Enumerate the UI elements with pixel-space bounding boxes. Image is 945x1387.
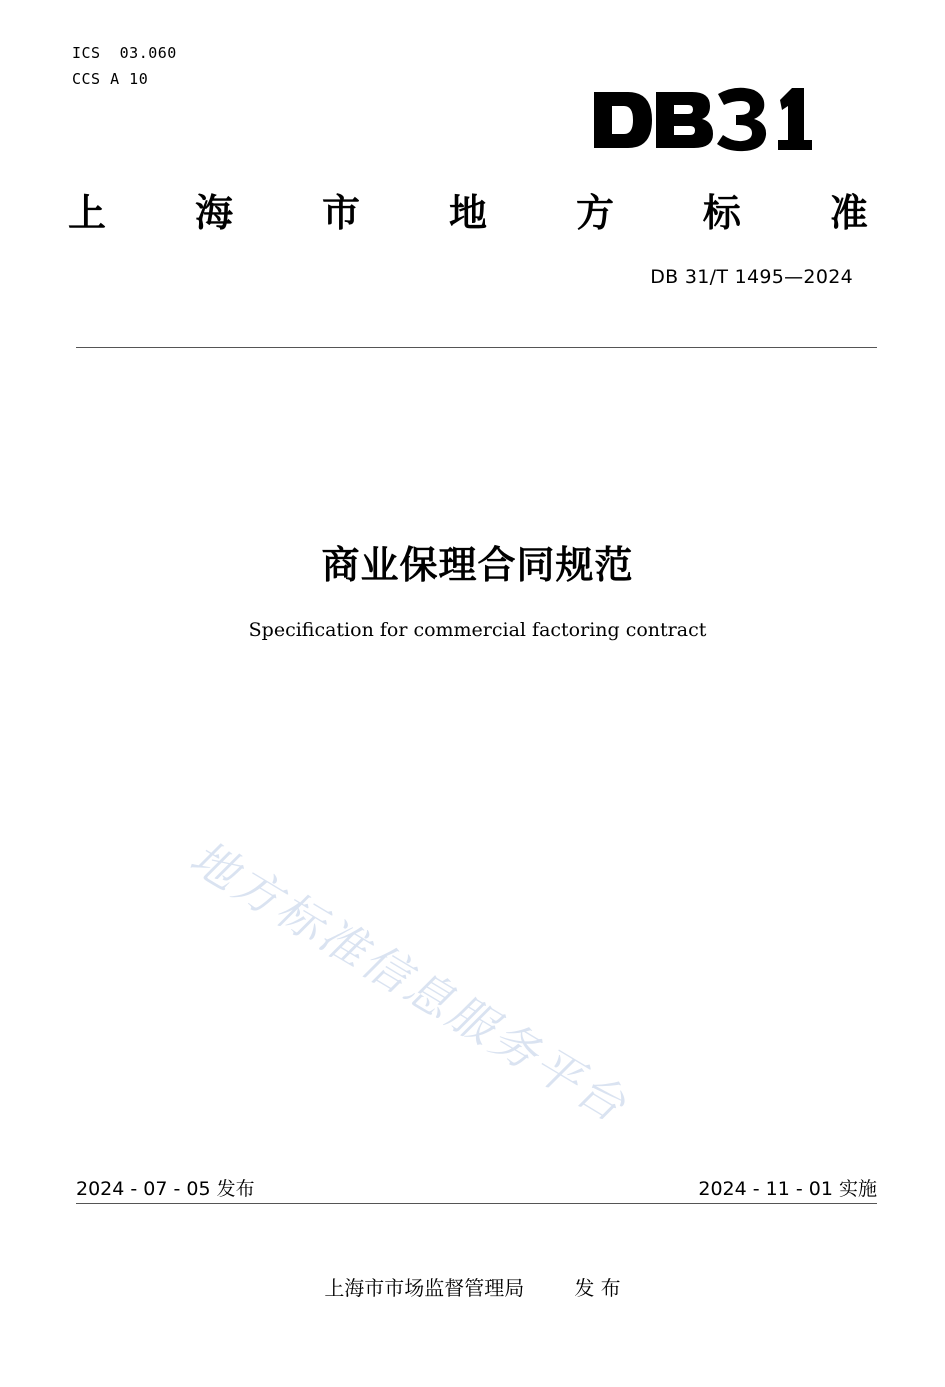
issue-action: 发 布 bbox=[574, 1276, 621, 1300]
standard-type-char: 海 bbox=[194, 191, 233, 235]
ics-code: ICS 03.060 bbox=[72, 44, 177, 62]
db31-logo bbox=[590, 78, 812, 158]
publish-date: 2024 - 07 - 05 发布 bbox=[76, 1178, 255, 1200]
standard-number: DB 31/T 1495—2024 bbox=[650, 266, 853, 288]
implement-date: 2024 - 11 - 01 实施 bbox=[698, 1178, 877, 1200]
bottom-divider bbox=[76, 1203, 877, 1204]
standard-type-char: 市 bbox=[321, 191, 360, 235]
ccs-code: CCS A 10 bbox=[72, 70, 149, 88]
standard-type-char: 方 bbox=[575, 191, 614, 235]
standard-type-char: 标 bbox=[702, 191, 741, 235]
issuing-authority: 上海市市场监督管理局 bbox=[324, 1276, 525, 1300]
standard-type-char: 上 bbox=[68, 191, 107, 235]
title-chinese: 商业保理合同规范 bbox=[321, 543, 634, 587]
standard-type-char: 地 bbox=[448, 191, 487, 235]
standard-type-heading bbox=[68, 188, 868, 238]
title-english: Specification for commercial factoring contract bbox=[248, 619, 707, 641]
watermark: 地方标准信息服务平台 bbox=[181, 829, 638, 1134]
top-divider bbox=[76, 347, 877, 348]
issuer-line bbox=[0, 1272, 945, 1301]
standard-type-char: 准 bbox=[829, 191, 868, 235]
